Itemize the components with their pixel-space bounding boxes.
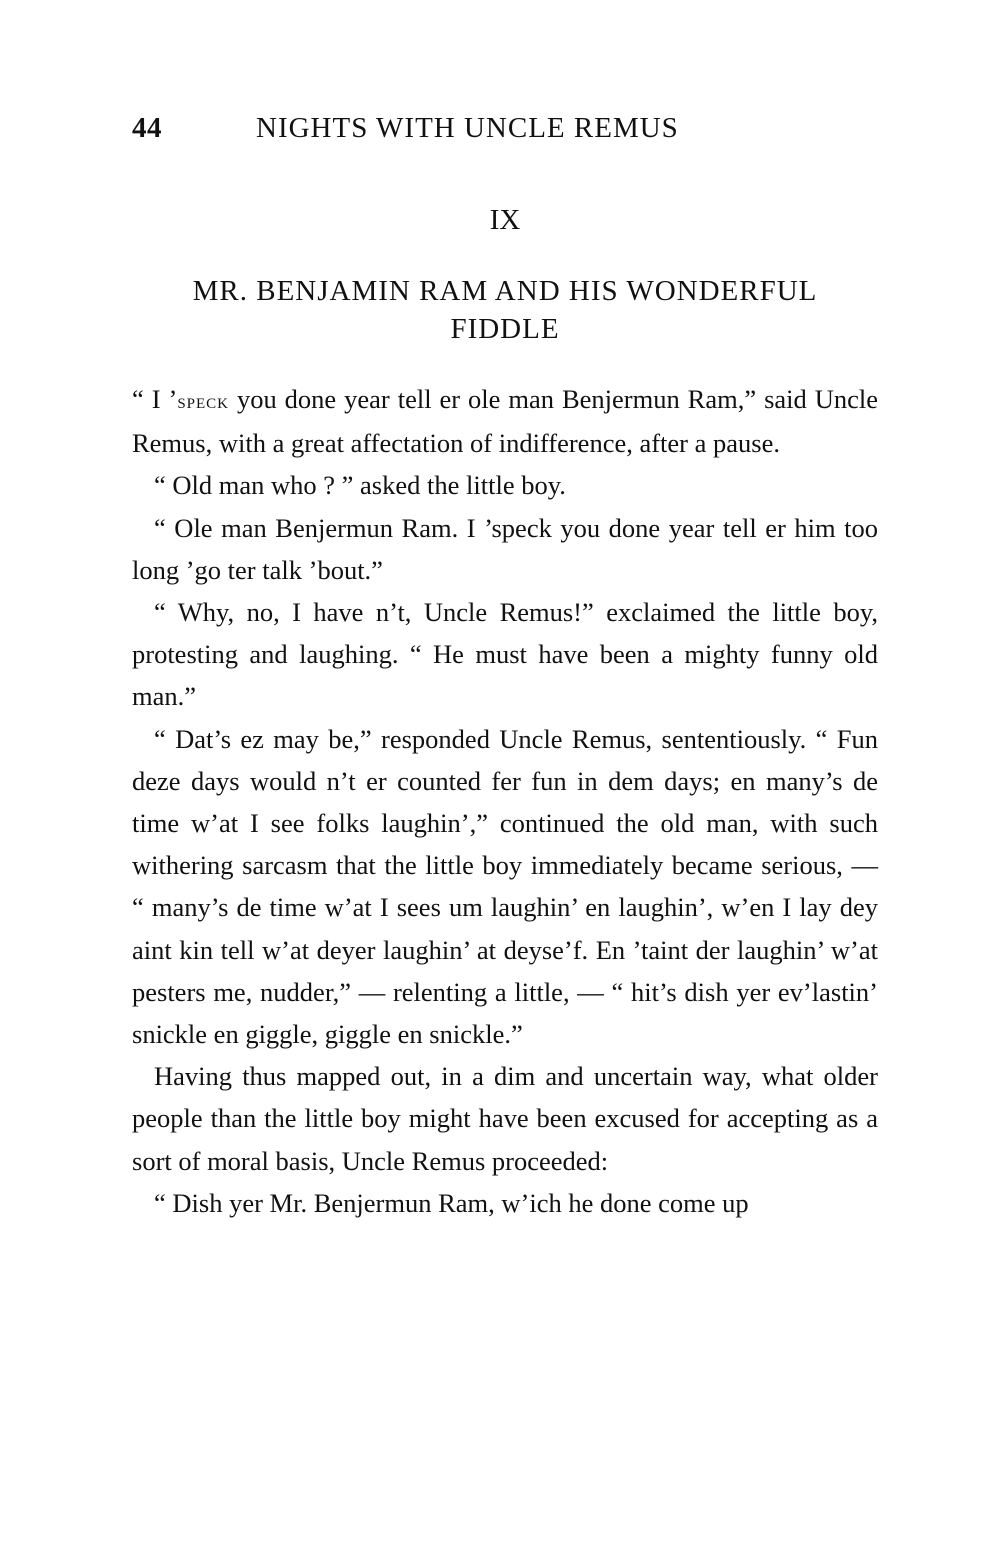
running-head xyxy=(132,112,878,152)
paragraph-text: you done year tell er ole man Benjermun Ram,” said Uncle Remus, with a great affectation of indifference, after a pause. xyxy=(132,384,878,459)
paragraph: “ Ole man Benjermun Ram. I ’speck you done year tell er him too long ’go ter talk ’bout.” xyxy=(132,512,878,585)
paragraph: Having thus mapped out, in a dim and uncertain way, what older people than the little boy might have been excused for accepting as a sort of moral basis, Uncle Remus proceeded: xyxy=(132,1061,878,1176)
opening-small-caps-word: speck xyxy=(177,388,230,413)
opening-quote: “ I ’ xyxy=(132,384,178,414)
paragraph: “ Why, no, I have n’t, Uncle Remus!” exclaimed the little boy, protesting and laughing. “ He must have been a mighty funny old man.” xyxy=(132,597,878,712)
chapter-title xyxy=(132,272,878,348)
paragraph xyxy=(132,378,878,464)
body-text xyxy=(132,378,878,1224)
page-number: 44 xyxy=(132,112,162,144)
paragraph: “ Dat’s ez may be,” responded Uncle Remus, sententiously. “ Fun deze days would n’t er counted fer fun in dem days; en many’s de time w’at I see folks laughin’,” continued the old man, with such withering sarcasm that the little boy immediately became serious, — “ many’s de time w’at I sees um laughin’ en laughin’, w’en I lay dey aint kin tell w’at deyer laughin’ at deyse’f. En ’taint der laughin’ w’at pesters me, nudder,” — relenting a little, — “ hit’s dish yer ev’lastin’ snickle en giggle, giggle en snickle.” xyxy=(132,723,878,1050)
chapter-title-line-2: FIDDLE xyxy=(450,313,560,345)
chapter-number: IX xyxy=(489,204,521,236)
running-title: NIGHTS WITH UNCLE REMUS xyxy=(256,112,679,144)
paragraph: “ Dish yer Mr. Benjermun Ram, w’ich he done come up xyxy=(154,1187,749,1218)
chapter-title-line-1: MR. BENJAMIN RAM AND HIS WONDERFUL xyxy=(192,275,818,307)
paragraph: “ Old man who ? ” asked the little boy. xyxy=(154,470,566,501)
